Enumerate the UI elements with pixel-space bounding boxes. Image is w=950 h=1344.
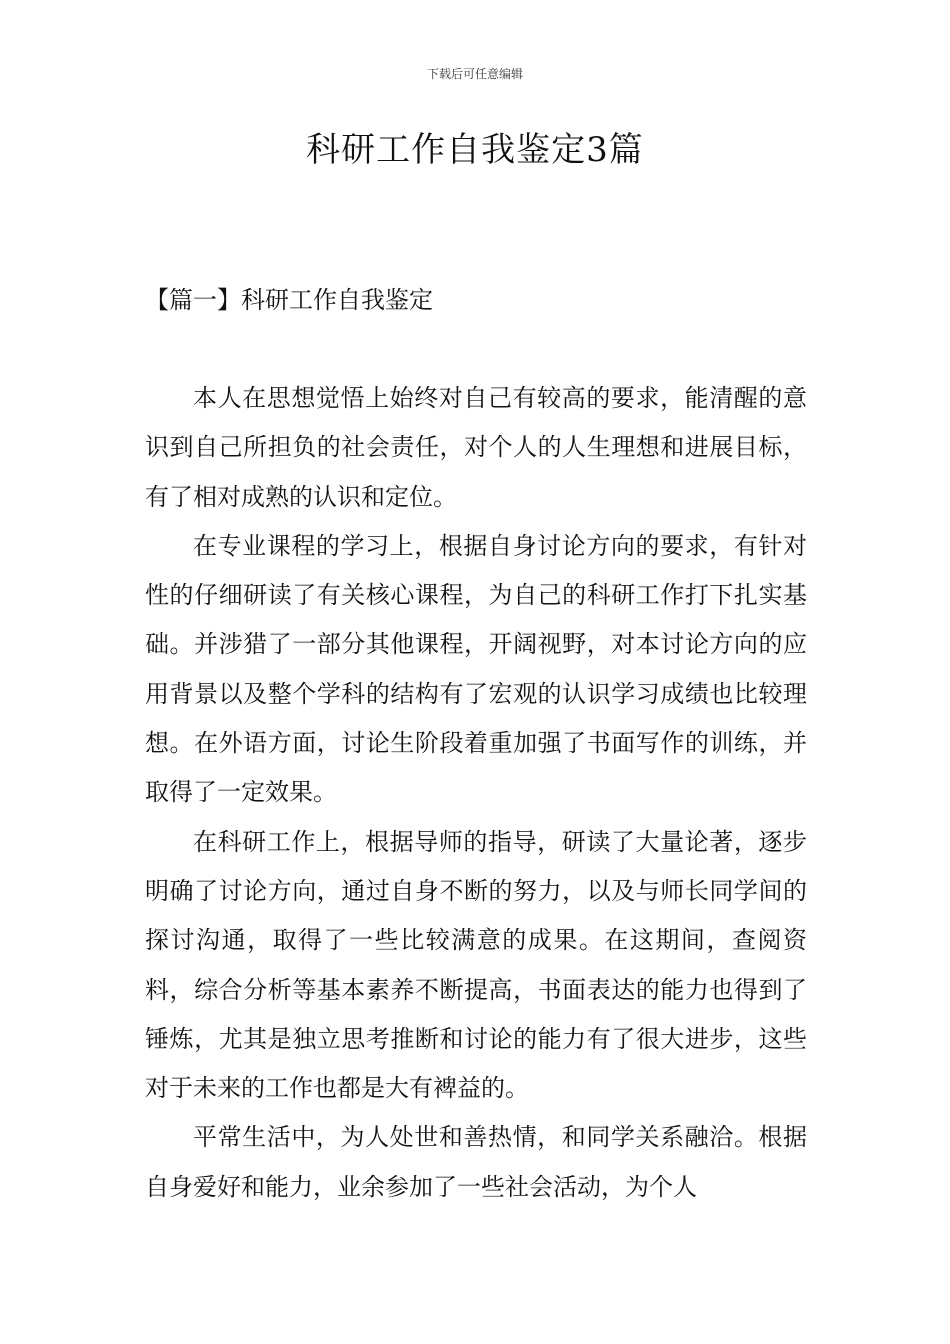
paragraph-1: 本人在思想觉悟上始终对自己有较高的要求，能清醒的意识到自己所担负的社会责任，对个人的人生理想和进展目标，有了相对成熟的认识和定位。 [145,384,807,511]
document-title: 科研工作自我鉴定3篇 [306,130,644,170]
paragraph-4: 平常生活中，为人处世和善热情，和同学关系融洽。根据自身爱好和能力，业余参加了一些社会活动，为个人 [145,1123,807,1201]
section-heading: 【篇一】科研工作自我鉴定 [145,286,433,314]
paragraph-2: 在专业课程的学习上，根据自身讨论方向的要求，有针对性的仔细研读了有关核心课程，为自己的科研工作打下扎实基础。并涉猎了一部分其他课程，开阔视野，对本讨论方向的应用背景以及整个学科的结构有了宏观的认识学习成绩也比较理想。在外语方面，讨论生阶段着重加强了书面写作的训练，并取得了一定效果。 [145,531,807,807]
document-body [145,374,807,1212]
page-header-note: 下载后可任意编辑 [426,67,523,81]
paragraph-3: 在科研工作上，根据导师的指导，研读了大量论著，逐步明确了讨论方向，通过自身不断的努力，以及与师长同学间的探讨沟通，取得了一些比较满意的成果。在这期间，查阅资料，综合分析等基本素养不断提高，书面表达的能力也得到了锤炼，尤其是独立思考推断和讨论的能力有了很大进步，这些对于未来的工作也都是大有裨益的。 [145,827,807,1103]
